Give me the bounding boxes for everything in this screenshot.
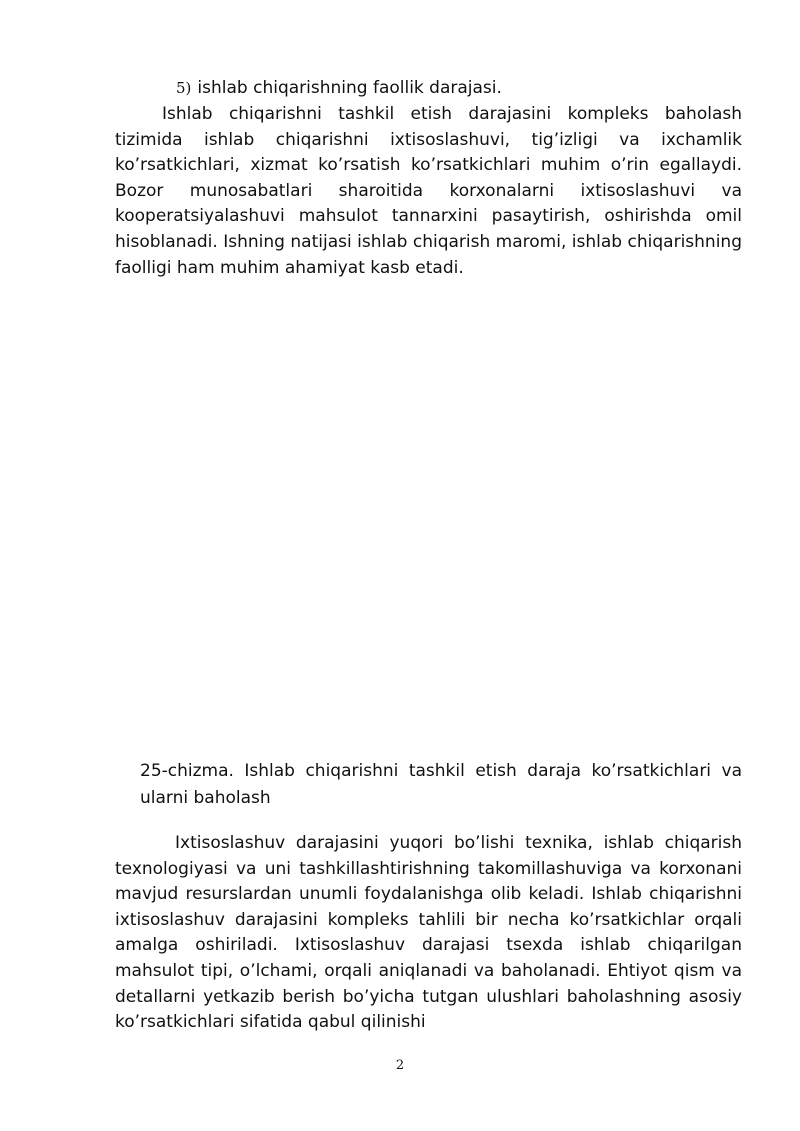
list-item-number: 5) (176, 79, 192, 97)
paragraph-specialization: Ixtisoslashuv darajasini yuqori bo’lishi texnika, ishlab chiqarish texnologiyasi va uni tashkillashtirishning takomillashuviga va korxonani mavjud resurslardan unumli foydalanishga olib keladi. Ishlab chiqarishni ixtisoslashuv darajasini kompleks tahlili bir necha ko’rsatkichlar orqali amalga oshiriladi. Ixtisoslashuv darajasi tsexda ishlab chiqarilgan mahsulot tipi, o’lchami, orqali aniqlanadi va baholanadi. Ehtiyot qism va detallarni yetkazib berish bo’yicha tutgan ulushlari baholashning asosiy ko’rsatkichlari sifatida qabul qilinishi (115, 833, 742, 1033)
paragraph-intro: Ishlab chiqarishni tashkil etish darajasini kompleks baholash tizimida ishlab chiqarishni ixtisoslashuvi, tig’izligi va ixchamlik ko’rsatkichlari, xizmat ko’rsatish ko’rsatkichlari muhim o’rin egallaydi. Bozor munosabatlari sharoitida korxonalarni ixtisoslashuvi va kooperatsiyalashuvi mahsulot tannarxini pasaytirish, oshirishda omil hisoblanadi. Ishning natijasi ishlab chiqarish maromi, ishlab chiqarishning faolligi ham muhim ahamiyat kasb etadi. (115, 104, 742, 278)
list-item-5 (176, 76, 502, 102)
figure-placeholder (115, 290, 742, 745)
page-number: 2 (395, 1058, 405, 1073)
list-item-text: ishlab chiqarishning faollik darajasi. (197, 78, 502, 98)
figure-caption: 25-chizma. Ishlab chiqarishni tashkil etish daraja ko’rsatkichlari va ularni baholash (140, 761, 742, 808)
